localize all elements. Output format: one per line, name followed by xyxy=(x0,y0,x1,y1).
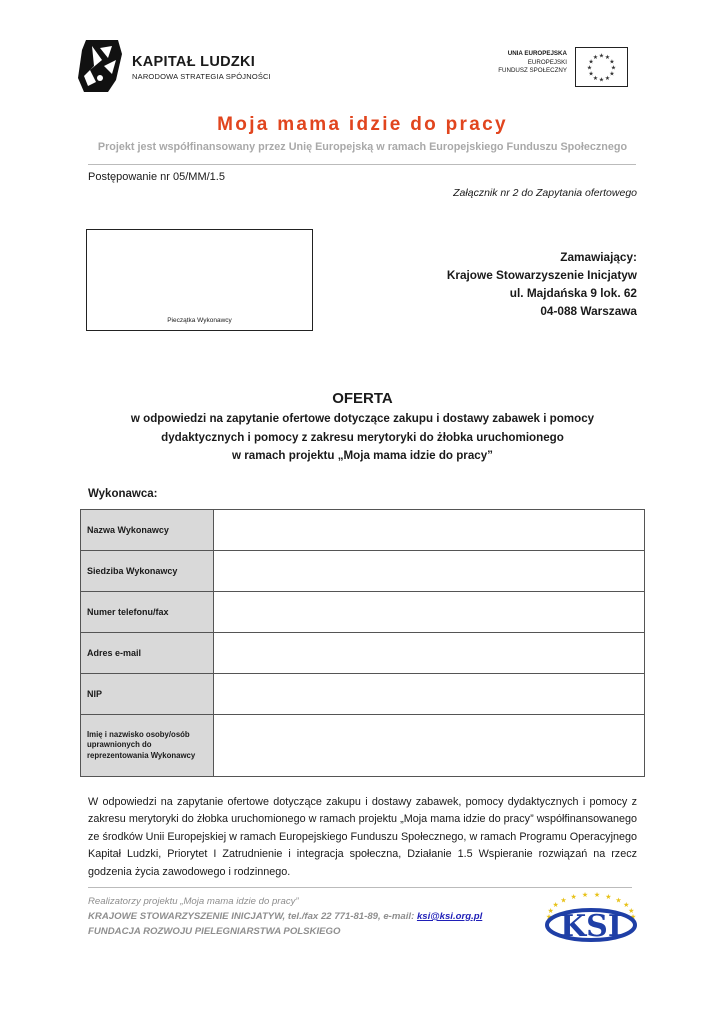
ksi-star-icon: ★ xyxy=(545,914,553,921)
form-field-email[interactable] xyxy=(214,633,645,674)
project-title: Moja mama idzie do pracy xyxy=(217,114,508,135)
ordering-party-name: Krajowe Stowarzyszenie Inicjatyw xyxy=(446,268,637,282)
form-label-nip: NIP xyxy=(81,674,214,715)
table-row xyxy=(81,592,645,633)
offer-subtitle-line-3: w ramach projektu „Moja mama idzie do pracy” xyxy=(232,449,493,462)
form-field-name[interactable] xyxy=(214,510,645,551)
table-row xyxy=(81,510,645,551)
form-field-nip[interactable] xyxy=(214,674,645,715)
footer xyxy=(88,895,482,939)
ksi-star-icon: ★ xyxy=(605,894,612,901)
table-row xyxy=(81,715,645,777)
eu-flag-icon xyxy=(575,47,628,87)
ksi-star-icon: ★ xyxy=(623,902,630,910)
form-field-representative[interactable] xyxy=(214,715,645,777)
eu-line-3: FUNDUSZ SPOŁECZNY xyxy=(498,67,567,75)
eu-star-icon: ★ xyxy=(598,77,605,84)
form-label-phone: Numer telefonu/fax xyxy=(81,592,214,633)
eu-star-icon: ★ xyxy=(588,71,594,78)
contractor-label: Wykonawca: xyxy=(88,488,158,500)
ksi-star-icon: ★ xyxy=(593,892,601,900)
logo-title: KAPITAŁ LUDZKI xyxy=(132,54,256,70)
eu-line-2: EUROPEJSKI xyxy=(527,58,567,66)
postepowanie-number: Postępowanie nr 05/MM/1.5 xyxy=(88,171,225,183)
offer-title: OFERTA xyxy=(332,390,393,407)
body-paragraph: W odpowiedzi na zapytanie ofertowe dotyczące zakupu i dostawy zabawek, pomocy dydaktycznych i pomocy z zakresu merytoryki do żłobka uruchomionego w ramach projektu „Moja mama idzie do pracy” współfinansowanego ze środków Unii Europejskiej w ramach Europejskiego Funduszu Społecznego, w ramach Programu Operacyjnego Kapitał Ludzki, Priorytet I Zatrudnienie i integracja społeczna, Działanie 1.5 Wspieranie rozwiązań na rzecz godzenia życia zawodowego i rodzinnego. xyxy=(88,796,637,878)
header-divider xyxy=(88,164,636,165)
form-label-name: Nazwa Wykonawcy xyxy=(81,510,214,551)
footer-contact: KRAJOWE STOWARZYSZENIE INICJATYW, tel./fax 22 771-81-89, e-mail: xyxy=(88,910,417,922)
eu-star-icon: ★ xyxy=(604,75,611,82)
eu-star-icon: ★ xyxy=(586,65,593,72)
eu-star-icon: ★ xyxy=(609,71,615,78)
ksi-star-icon: ★ xyxy=(629,914,637,921)
contractor-stamp-box xyxy=(86,229,313,331)
form-label-representative: Imię i nazwisko osoby/osób uprawnionych do reprezentowania Wykonawcy xyxy=(81,715,214,777)
stamp-label: Pieczątka Wykonawcy xyxy=(167,317,232,324)
table-row xyxy=(81,633,645,674)
form-field-address[interactable] xyxy=(214,551,645,592)
footer-line-1: Realizatorzy projektu „Moja mama idzie do pracy” xyxy=(88,896,299,907)
kapital-ludzki-emblem-icon xyxy=(78,40,126,92)
ordering-party-street: ul. Majdańska 9 lok. 62 xyxy=(509,286,637,300)
eu-star-icon: ★ xyxy=(610,65,617,72)
ksi-star-icon: ★ xyxy=(615,897,622,905)
ordering-party-label: Zamawiający: xyxy=(560,250,637,264)
ksi-star-icon: ★ xyxy=(560,897,567,905)
ksi-star-icon: ★ xyxy=(547,907,554,915)
offer-subtitle-line-1: w odpowiedzi na zapytanie ofertowe dotyczące zakupu i dostawy zabawek i pomocy xyxy=(130,412,595,425)
ksi-star-icon: ★ xyxy=(570,894,577,901)
footer-divider xyxy=(88,887,632,888)
eu-star-icon: ★ xyxy=(592,55,599,62)
form-label-email: Adres e-mail xyxy=(81,633,214,674)
eu-star-icon: ★ xyxy=(592,75,599,82)
table-row xyxy=(81,674,645,715)
table-row xyxy=(81,551,645,592)
kapital-ludzki-logo xyxy=(78,40,278,92)
offer-subtitle xyxy=(90,410,635,466)
logo-subtitle: NARODOWA STRATEGIA SPÓJNOŚCI xyxy=(132,72,271,81)
eu-line-1: UNIA EUROPEJSKA xyxy=(507,50,567,57)
eu-text xyxy=(498,50,567,76)
form-field-phone[interactable] xyxy=(214,592,645,633)
attachment-note: Załącznik nr 2 do Zapytania ofertowego xyxy=(453,187,637,199)
footer-line-2 xyxy=(88,910,482,925)
ksi-star-icon: ★ xyxy=(581,892,589,900)
ordering-party-block xyxy=(447,248,637,320)
form-label-address: Siedziba Wykonawcy xyxy=(81,551,214,592)
eu-star-icon: ★ xyxy=(588,59,594,66)
project-subtitle: Projekt jest współfinansowany przez Unię Europejską w ramach Europejskiego Funduszu Społecznego xyxy=(97,141,628,153)
eu-star-icon: ★ xyxy=(598,53,605,60)
eu-star-icon: ★ xyxy=(609,59,615,66)
ksi-star-icon: ★ xyxy=(628,907,635,915)
footer-line-3: FUNDACJA ROZWOJU PIELEGNIARSTWA POLSKIEGO xyxy=(88,925,341,937)
ksi-star-icon: ★ xyxy=(552,902,559,910)
contractor-form-table xyxy=(80,509,645,777)
ordering-party-city: 04-088 Warszawa xyxy=(540,304,637,318)
ksi-logo xyxy=(540,889,642,951)
footer-email-link[interactable]: ksi@ksi.org.pl xyxy=(416,910,483,922)
eu-logo xyxy=(476,47,628,89)
eu-star-icon: ★ xyxy=(604,55,611,62)
ksi-logo-text: KSI xyxy=(560,909,622,944)
offer-subtitle-line-2: dydaktycznych i pomocy z zakresu merytoryki do żłobka uruchomionego xyxy=(161,430,564,444)
